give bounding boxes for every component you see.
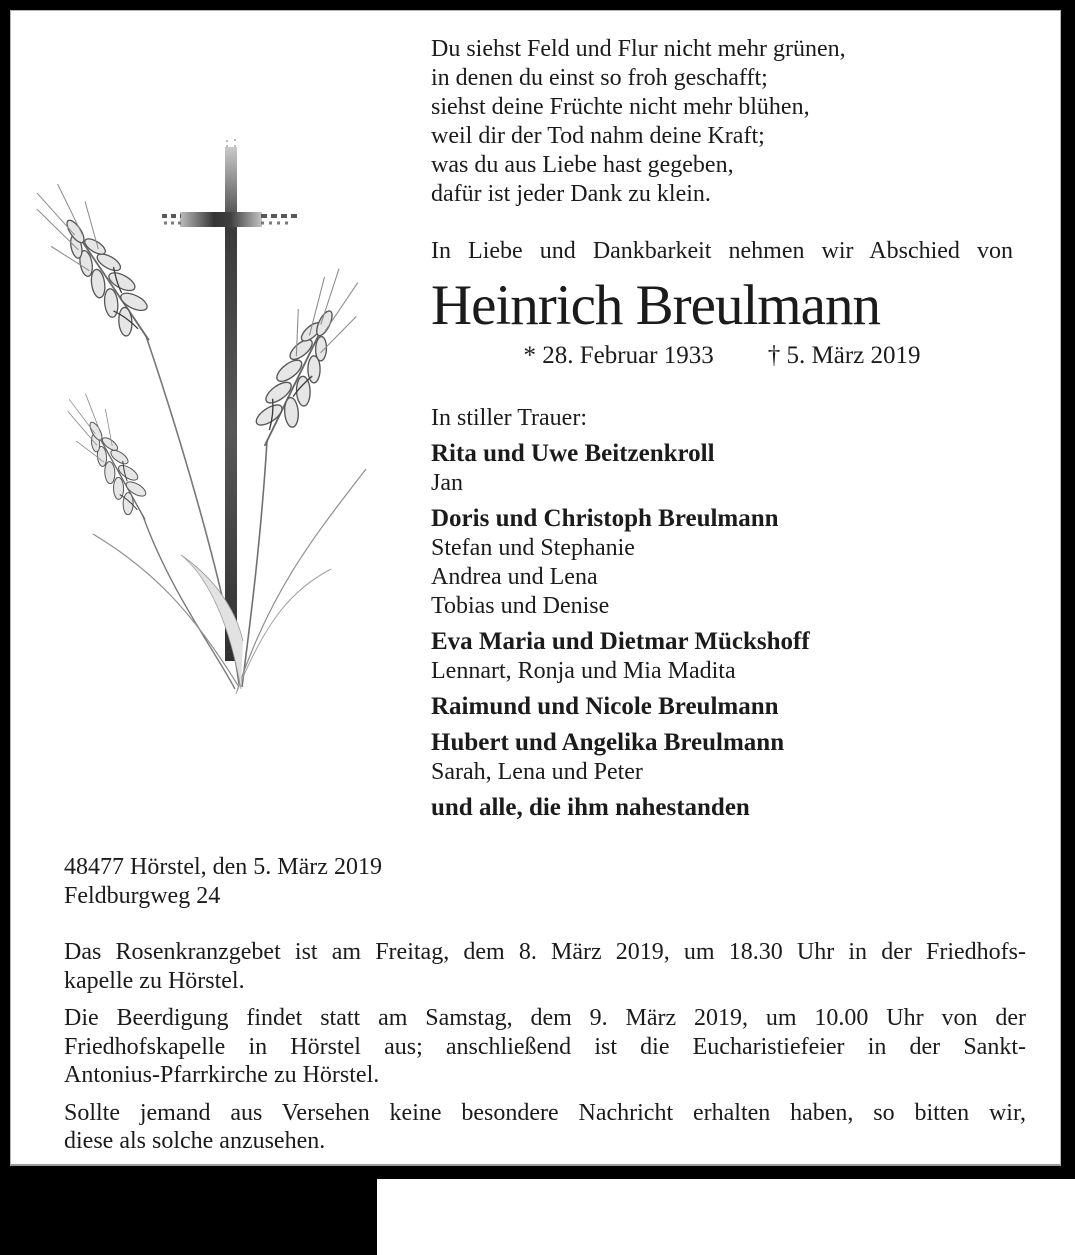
mourner-name: und alle, die ihm nahestanden	[431, 794, 750, 821]
announcement-line: diese als solche anzusehen.	[64, 1128, 326, 1154]
mourning-intro: In stiller Trauer:	[431, 405, 587, 431]
mourner-group	[431, 728, 1013, 787]
mourner-name: Hubert und Angelika Breulmann	[431, 729, 785, 756]
obituary-clipping	[10, 10, 1061, 1166]
mourner-name: Eva Maria und Dietmar Mückshoff	[431, 628, 810, 655]
address-line: Feldburgweg 24	[64, 883, 221, 909]
poem-line: dafür ist jeder Dank zu klein.	[431, 181, 711, 207]
mourner-name: Raimund und Nicole Breulmann	[431, 693, 779, 720]
life-dates	[431, 341, 1013, 371]
adjacent-clipping-fragment	[377, 1179, 1075, 1255]
mourner-group	[431, 627, 1013, 686]
mourner-group	[431, 692, 1013, 722]
mourners-list	[431, 439, 1013, 823]
dateline-address	[64, 853, 1026, 911]
poem-line: was du aus Liebe hast gegeben,	[431, 152, 734, 178]
mourner-children-line: Lennart, Ronja und Mia Madita	[431, 658, 736, 684]
announcement-line: Friedhofskapelle in Hörstel aus; anschließend ist die Eucharistiefeier in der Sankt-	[64, 1033, 1026, 1060]
poem-line: weil dir der Tod nahm deine Kraft;	[431, 123, 765, 149]
notice-main-column	[431, 35, 1013, 823]
mourner-name: Rita und Uwe Beitzenkroll	[431, 440, 715, 467]
wheat-ear-icon	[31, 173, 169, 356]
rosary-announcement	[64, 938, 1026, 995]
mourner-children-line: Jan	[431, 470, 463, 496]
mourner-group	[431, 504, 1013, 621]
deceased-name: Heinrich Breulmann	[431, 274, 880, 337]
dateline: 48477 Hörstel, den 5. März 2019	[64, 854, 382, 880]
death-date: † 5. März 2019	[767, 342, 921, 369]
birth-date: * 28. Februar 1933	[523, 342, 714, 369]
notice-footer	[64, 853, 1026, 1165]
notification-remark	[64, 1099, 1026, 1156]
mourner-group	[431, 793, 1013, 823]
poem-line: siehst deine Früchte nicht mehr blühen,	[431, 94, 810, 120]
memorial-poem	[431, 35, 1013, 209]
poem-line: Du siehst Feld und Flur nicht mehr grünen,	[431, 36, 846, 62]
announcement-line: Das Rosenkranzgebet ist am Freitag, dem 8. März 2019, um 18.30 Uhr in der Friedhofs-	[64, 939, 1026, 965]
mourner-children-line: Sarah, Lena und Peter	[431, 759, 643, 785]
funeral-announcement	[64, 1004, 1026, 1090]
farewell-intro: In Liebe und Dankbarkeit nehmen wir Abschied von	[431, 238, 1013, 264]
mourner-name: Doris und Christoph Breulmann	[431, 505, 779, 532]
mourner-children-line: Andrea und Lena	[431, 564, 598, 590]
announcement-line: kapelle zu Hörstel.	[64, 967, 245, 994]
announcement-line: Sollte jemand aus Versehen keine besondere Nachricht erhalten haben, so bitten wir,	[64, 1099, 1026, 1126]
poem-line: in denen du einst so froh geschafft;	[431, 65, 768, 91]
wheat-ear-icon	[57, 386, 162, 530]
mourner-children-line: Tobias und Denise	[431, 593, 610, 619]
mourner-children-line: Stefan und Stephanie	[431, 535, 635, 561]
announcement-line: Die Beerdigung findet statt am Samstag, dem 9. März 2019, um 10.00 Uhr von der	[64, 1005, 1026, 1031]
announcement-line: Antonius-Pfarrkirche zu Hörstel.	[64, 1062, 380, 1088]
mourner-group	[431, 439, 1013, 498]
wheat-cross-illustration	[31, 139, 401, 704]
wheat-ear-icon	[238, 261, 372, 458]
